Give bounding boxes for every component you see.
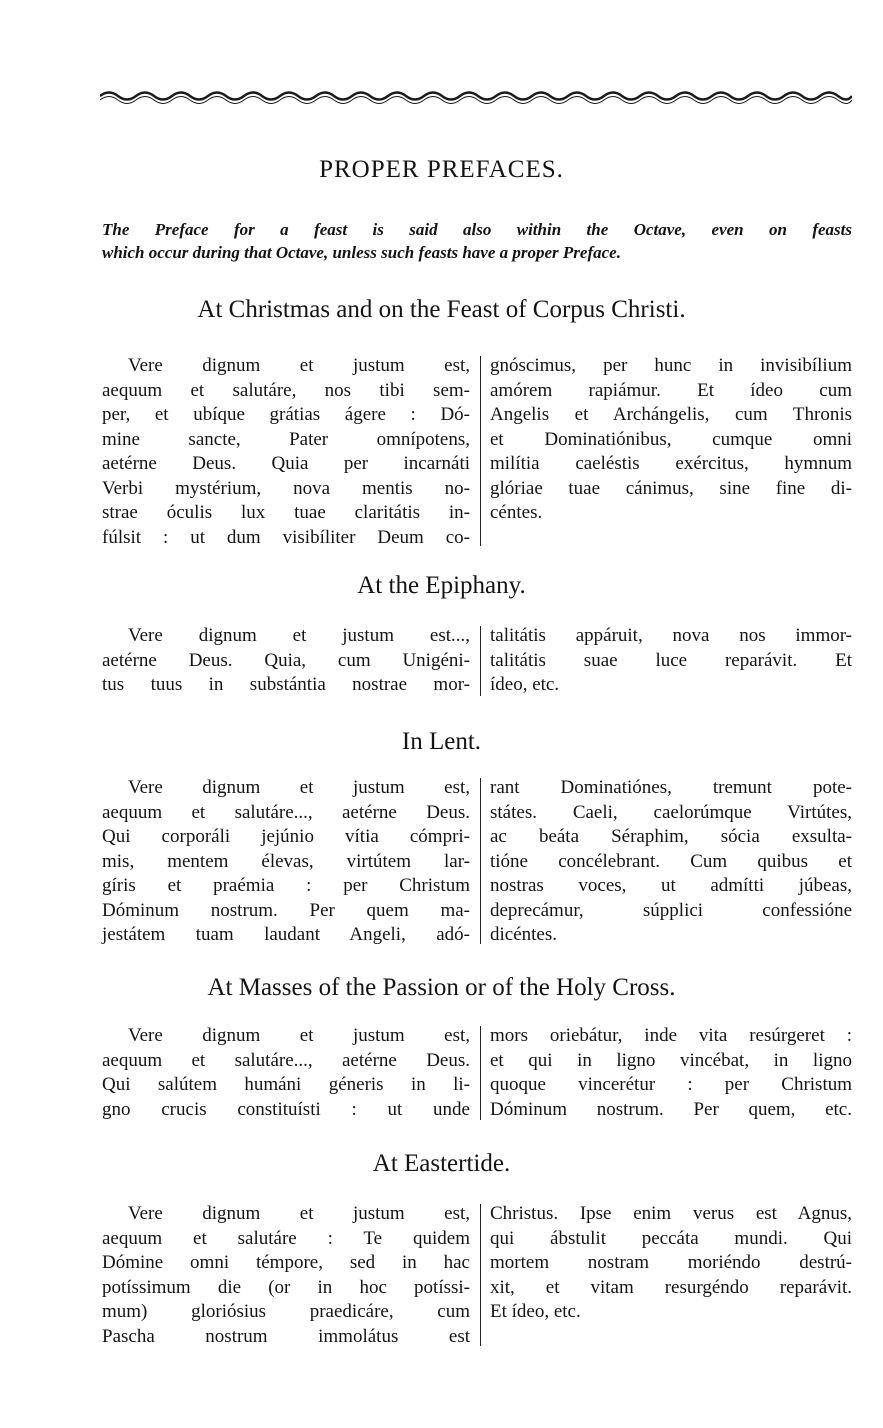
text-line: Dómine omni témpore, sed in hac xyxy=(102,1252,470,1273)
text-line: gíris et praémia : per Christum xyxy=(102,875,470,896)
text-line: Vere dignum et justum est..., xyxy=(128,625,470,646)
text-line: Qui salútem humáni géneris in li- xyxy=(102,1074,470,1095)
section-heading-christmas: At Christmas and on the Feast of Corpus Christi. xyxy=(197,296,686,323)
column-divider xyxy=(480,778,481,944)
left-column-passion xyxy=(102,1024,470,1122)
text-line: fúlsit : ut dum visibíliter Deum co- xyxy=(102,526,470,548)
text-line: talitátis suae luce reparávit. Et xyxy=(490,649,852,671)
text-line: aequum et salutáre..., aetérne Deus. xyxy=(102,801,470,823)
text-line: xit, et vitam resurgéndo reparávit. xyxy=(490,1276,852,1298)
left-column-eastertide xyxy=(102,1202,470,1349)
text-line: potíssimum die (or in hoc potíssi- xyxy=(102,1276,470,1298)
rubric-line: which occur during that Octave, unless such feasts have a proper Preface. xyxy=(102,243,621,262)
text-line: státes. Caeli, caelorúmque Virtútes, xyxy=(490,801,852,823)
text-line: Et ídeo, etc. xyxy=(490,1301,581,1322)
text-line: gnóscimus, per hunc in invisibílium xyxy=(490,355,852,376)
text-line: deprecámur, súpplici confessióne xyxy=(490,899,852,921)
text-line: tus tuus in substántia nostrae mor- xyxy=(102,674,470,695)
text-line: quoque vincerétur : per Christum xyxy=(490,1074,852,1095)
text-line: dicéntes. xyxy=(490,924,558,945)
text-line: céntes. xyxy=(490,502,543,523)
text-line: aequum et salutáre, nos tibi sem- xyxy=(102,379,470,401)
rubric-note xyxy=(102,218,852,264)
right-column-eastertide xyxy=(490,1202,852,1325)
text-line: ídeo, etc. xyxy=(490,674,560,695)
text-line: glóriae tuae cánimus, sine fine di- xyxy=(490,477,852,499)
page-title: PROPER PREFACES. xyxy=(319,156,564,183)
rubric-line: The Preface for a feast is said also within the Octave, even on feasts xyxy=(102,220,852,239)
text-line: amórem rapiámur. Et ídeo cum xyxy=(490,379,852,401)
section-heading-passion: At Masses of the Passion or of the Holy Cross. xyxy=(207,974,676,1001)
text-line: nostras voces, ut admítti júbeas, xyxy=(490,875,852,896)
text-line: ac beáta Séraphim, sócia exsulta- xyxy=(490,826,852,847)
text-line: Christus. Ipse enim verus est Agnus, xyxy=(490,1203,852,1224)
text-line: aequum et salutáre..., aetérne Deus. xyxy=(102,1049,470,1071)
column-divider xyxy=(480,356,481,546)
text-line: per, et ubíque grátias ágere : Dó- xyxy=(102,404,470,425)
text-line: aetérne Deus. Quia per incarnáti xyxy=(102,453,470,474)
section-heading-lent: In Lent. xyxy=(401,728,482,755)
column-divider xyxy=(480,1026,481,1120)
text-line: tióne concélebrant. Cum quibus et xyxy=(490,850,852,872)
right-column-christmas xyxy=(490,354,852,526)
text-line: Qui corporáli jejúnio vítia cómpri- xyxy=(102,826,470,847)
text-line: et Dominatiónibus, cumque omni xyxy=(490,428,852,450)
text-line: Angelis et Archángelis, cum Thronis xyxy=(490,404,852,425)
text-line: Vere dignum et justum est, xyxy=(128,777,470,798)
text-line: rant Dominatiónes, tremunt pote- xyxy=(490,777,852,798)
text-line: Verbi mystérium, nova mentis no- xyxy=(102,477,470,499)
text-line: gno crucis constituísti : ut unde xyxy=(102,1098,470,1120)
text-line: Vere dignum et justum est, xyxy=(128,1203,470,1224)
left-column-epiphany xyxy=(102,624,470,698)
text-line: Dóminum nostrum. Per quem, etc. xyxy=(490,1098,852,1120)
text-line: jestátem tuam laudant Angeli, adó- xyxy=(102,924,470,945)
left-column-lent xyxy=(102,776,470,948)
section-heading-eastertide: At Eastertide. xyxy=(372,1150,511,1177)
text-line: et qui in ligno vincébat, in ligno xyxy=(490,1049,852,1071)
text-line: milítia caeléstis exércitus, hymnum xyxy=(490,453,852,474)
text-line: aequum et salutáre : Te quidem xyxy=(102,1227,470,1249)
left-column-christmas xyxy=(102,354,470,550)
text-line: mors oriebátur, inde vita resúrgeret : xyxy=(490,1025,852,1046)
text-line: Vere dignum et justum est, xyxy=(128,355,470,376)
text-line: mine sancte, Pater omnípotens, xyxy=(102,428,470,450)
right-column-lent xyxy=(490,776,852,948)
text-line: qui ábstulit peccáta mundi. Qui xyxy=(490,1227,852,1249)
text-line: mum) gloriósius praedicáre, cum xyxy=(102,1301,470,1322)
column-divider xyxy=(480,1204,481,1346)
decorative-border-ornament xyxy=(100,88,852,104)
right-column-epiphany xyxy=(490,624,852,698)
text-line: strae óculis lux tuae claritátis in- xyxy=(102,502,470,523)
text-line: Dóminum nostrum. Per quem ma- xyxy=(102,899,470,921)
text-line: mortem nostram moriéndo destrú- xyxy=(490,1252,852,1273)
text-line: talitátis appáruit, nova nos immor- xyxy=(490,625,852,646)
text-line: mis, mentem élevas, virtútem lar- xyxy=(102,850,470,872)
section-heading-epiphany: At the Epiphany. xyxy=(357,572,526,599)
right-column-passion xyxy=(490,1024,852,1122)
text-line: Vere dignum et justum est, xyxy=(128,1025,470,1046)
text-line: aetérne Deus. Quia, cum Unigéni- xyxy=(102,649,470,671)
text-line: Pascha nostrum immolátus est xyxy=(102,1325,470,1347)
column-divider xyxy=(480,626,481,696)
